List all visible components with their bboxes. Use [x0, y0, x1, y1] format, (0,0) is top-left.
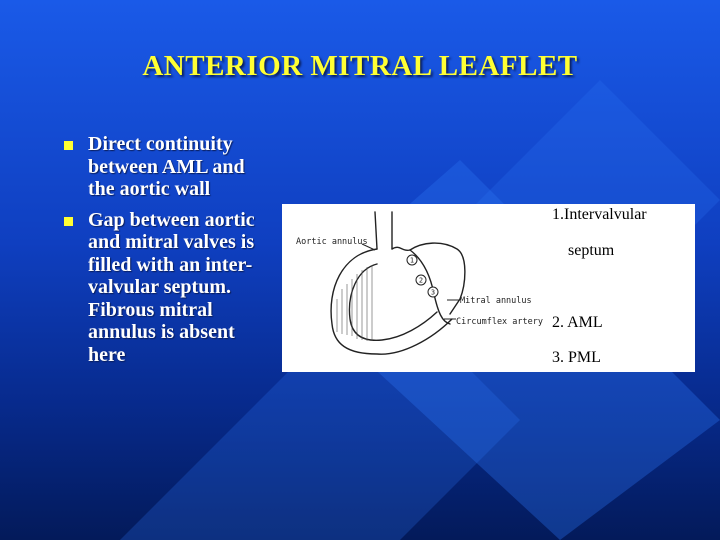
bullet-item	[62, 209, 274, 367]
legend-item-3: 3. PML	[552, 349, 601, 366]
mitral-annulus-label: Mitral annulus	[460, 296, 532, 306]
legend-item-1-continued: septum	[568, 242, 615, 259]
bullet-item	[62, 133, 274, 201]
marker-1-label: 1	[409, 256, 415, 265]
marker-3-label: 3	[430, 288, 436, 297]
legend-item-1: 1.Intervalvular	[552, 206, 647, 223]
circumflex-artery-label: Circumflex artery	[456, 317, 543, 327]
square-bullet-icon	[64, 141, 73, 150]
bullet-text: Gap between aortic and mitral valves is filled with an inter-valvular septum. Fibrous mitral annulus is absent here	[88, 208, 255, 366]
heart-diagram-figure	[282, 204, 695, 372]
heart-diagram-drawing	[282, 204, 695, 372]
aortic-annulus-label: Aortic annulus	[296, 237, 368, 247]
marker-2-label: 2	[418, 276, 424, 285]
square-bullet-icon	[64, 217, 73, 226]
legend-item-2: 2. AML	[552, 314, 603, 331]
slide-title: ANTERIOR MITRAL LEAFLET	[142, 50, 578, 82]
bullet-list	[62, 133, 274, 374]
bullet-text: Direct continuity between AML and the aortic wall	[88, 133, 245, 200]
